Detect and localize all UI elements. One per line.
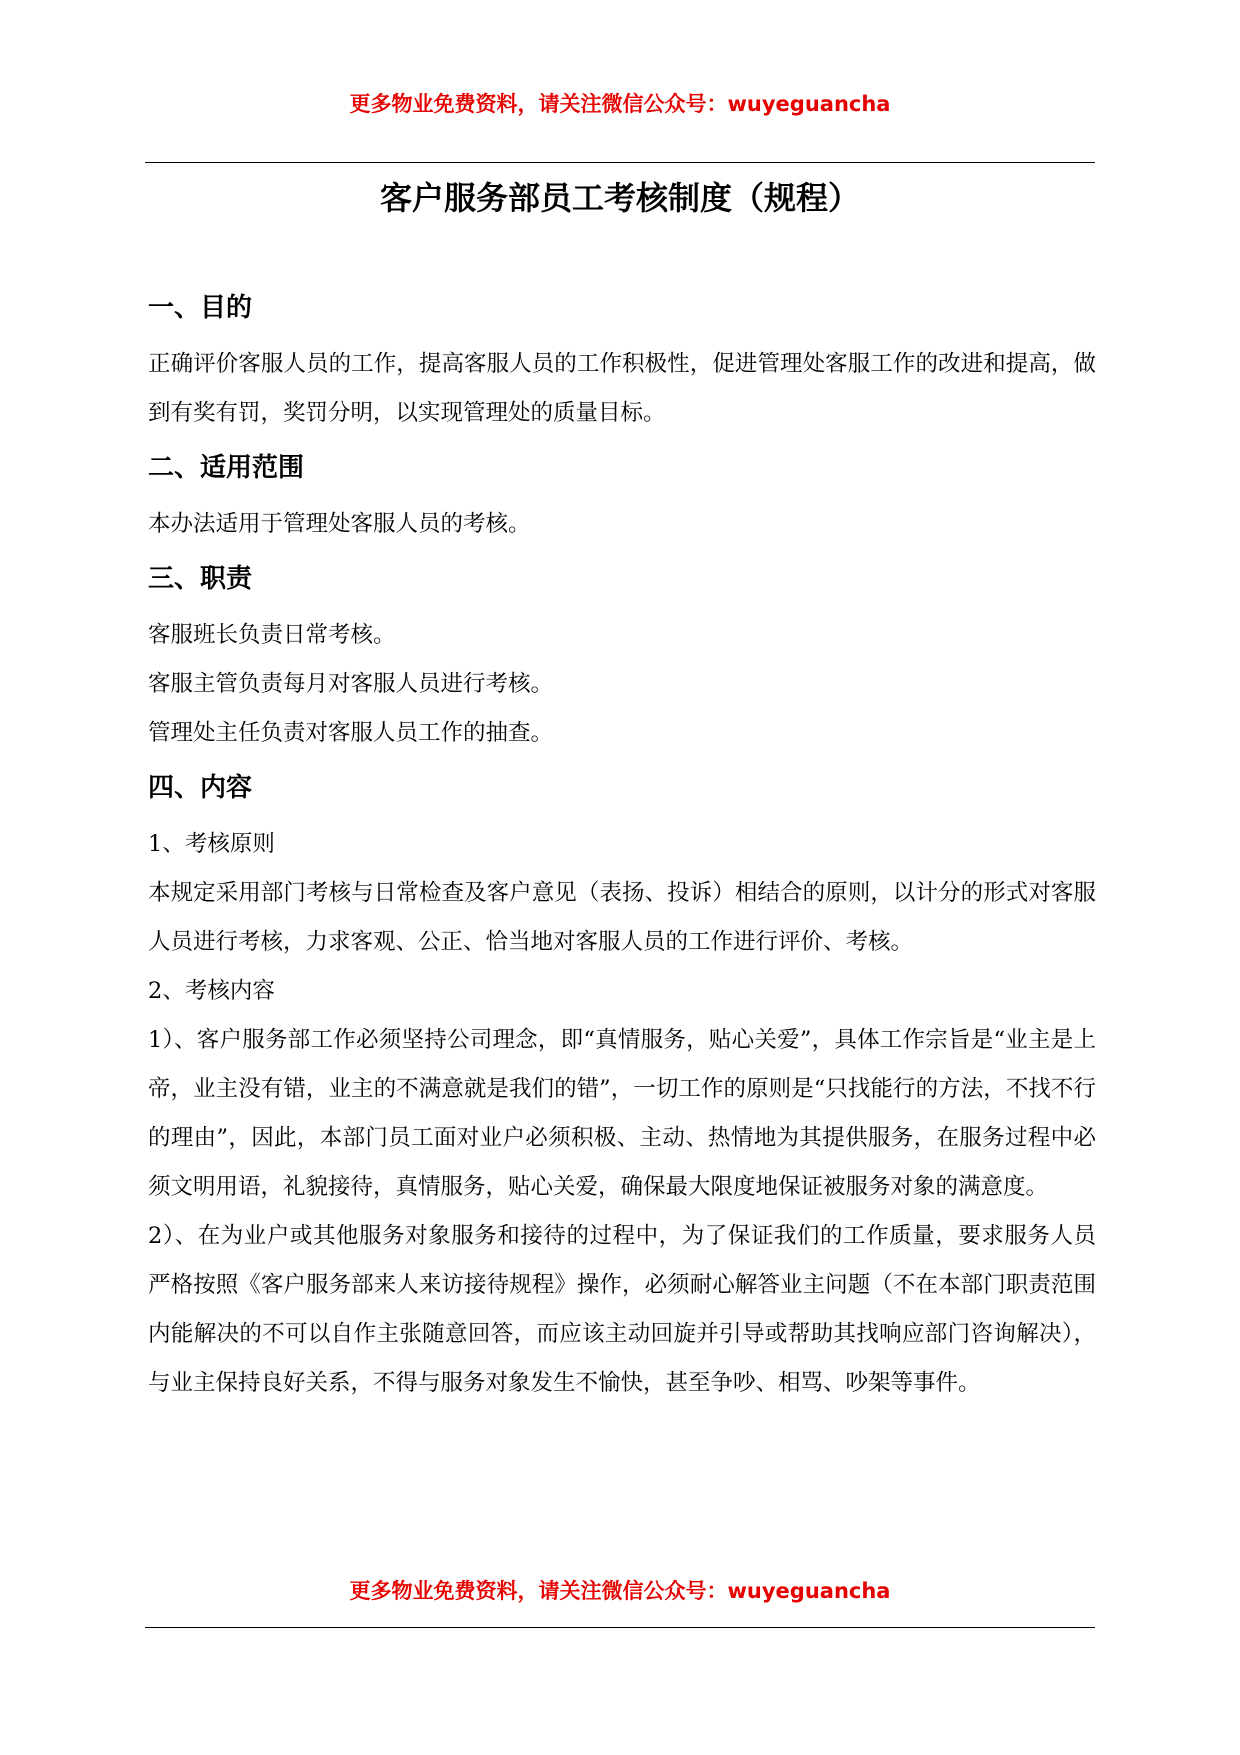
- paragraph: 2）、在为业户或其他服务对象服务和接待的过程中，为了保证我们的工作质量，要求服务人员严格按照《客户服务部来人来访接待规程》操作，必须耐心解答业主问题（不在本部门职责范围内能解决的不可以自作主张随意回答，而应该主动回旋并引导或帮助其找响应部门咨询解决），与业主保持良好关系，不得与服务对象发生不愉快，甚至争吵、相骂、吵架等事件。: [148, 1223, 1096, 1396]
- paragraph: 本办法适用于管理处客服人员的考核。: [148, 511, 531, 537]
- footer-divider: [145, 1627, 1095, 1628]
- document-title: 客户服务部员工考核制度（规程）: [379, 179, 860, 217]
- header-divider: [145, 162, 1095, 163]
- section-heading: 一、目的: [148, 293, 253, 323]
- section-heading: 二、适用范围: [148, 453, 305, 483]
- section-scope: [148, 450, 1096, 549]
- section-content: [148, 770, 1096, 1408]
- section-purpose: [148, 290, 1096, 438]
- footer-promo-text: 更多物业免费资料，请关注微信公众号：wuyeguancha: [349, 1579, 891, 1603]
- subheading: 2、考核内容: [148, 978, 275, 1004]
- paragraph: 1）、客户服务部工作必须坚持公司理念，即“真情服务，贴心关爱”，具体工作宗旨是“业主是上帝，业主没有错，业主的不满意就是我们的错”，一切工作的原则是“只找能行的方法，不找不行的理由”，因此，本部门员工面对业户必须积极、主动、热情地为其提供服务，在服务过程中必须文明用语，礼貌接待，真情服务，贴心关爱，确保最大限度地保证被服务对象的满意度。: [148, 1027, 1096, 1200]
- section-heading: 四、内容: [148, 773, 253, 803]
- section-responsibilities: [148, 561, 1096, 758]
- paragraph: 管理处主任负责对客服人员工作的抽查。: [148, 720, 554, 746]
- paragraph: 正确评价客服人员的工作，提高客服人员的工作积极性，促进管理处客服工作的改进和提高，做到有奖有罚，奖罚分明，以实现管理处的质量目标。: [148, 351, 1096, 426]
- header-promo-text: 更多物业免费资料，请关注微信公众号：wuyeguancha: [349, 92, 891, 116]
- section-heading: 三、职责: [148, 564, 253, 594]
- subheading: 1、考核原则: [148, 831, 275, 857]
- document-body: [148, 290, 1096, 1420]
- paragraph: 客服主管负责每月对客服人员进行考核。: [148, 671, 554, 697]
- paragraph: 本规定采用部门考核与日常检查及客户意见（表扬、投诉）相结合的原则，以计分的形式对客服人员进行考核，力求客观、公正、恰当地对客服人员的工作进行评价、考核。: [148, 880, 1096, 955]
- paragraph: 客服班长负责日常考核。: [148, 622, 396, 648]
